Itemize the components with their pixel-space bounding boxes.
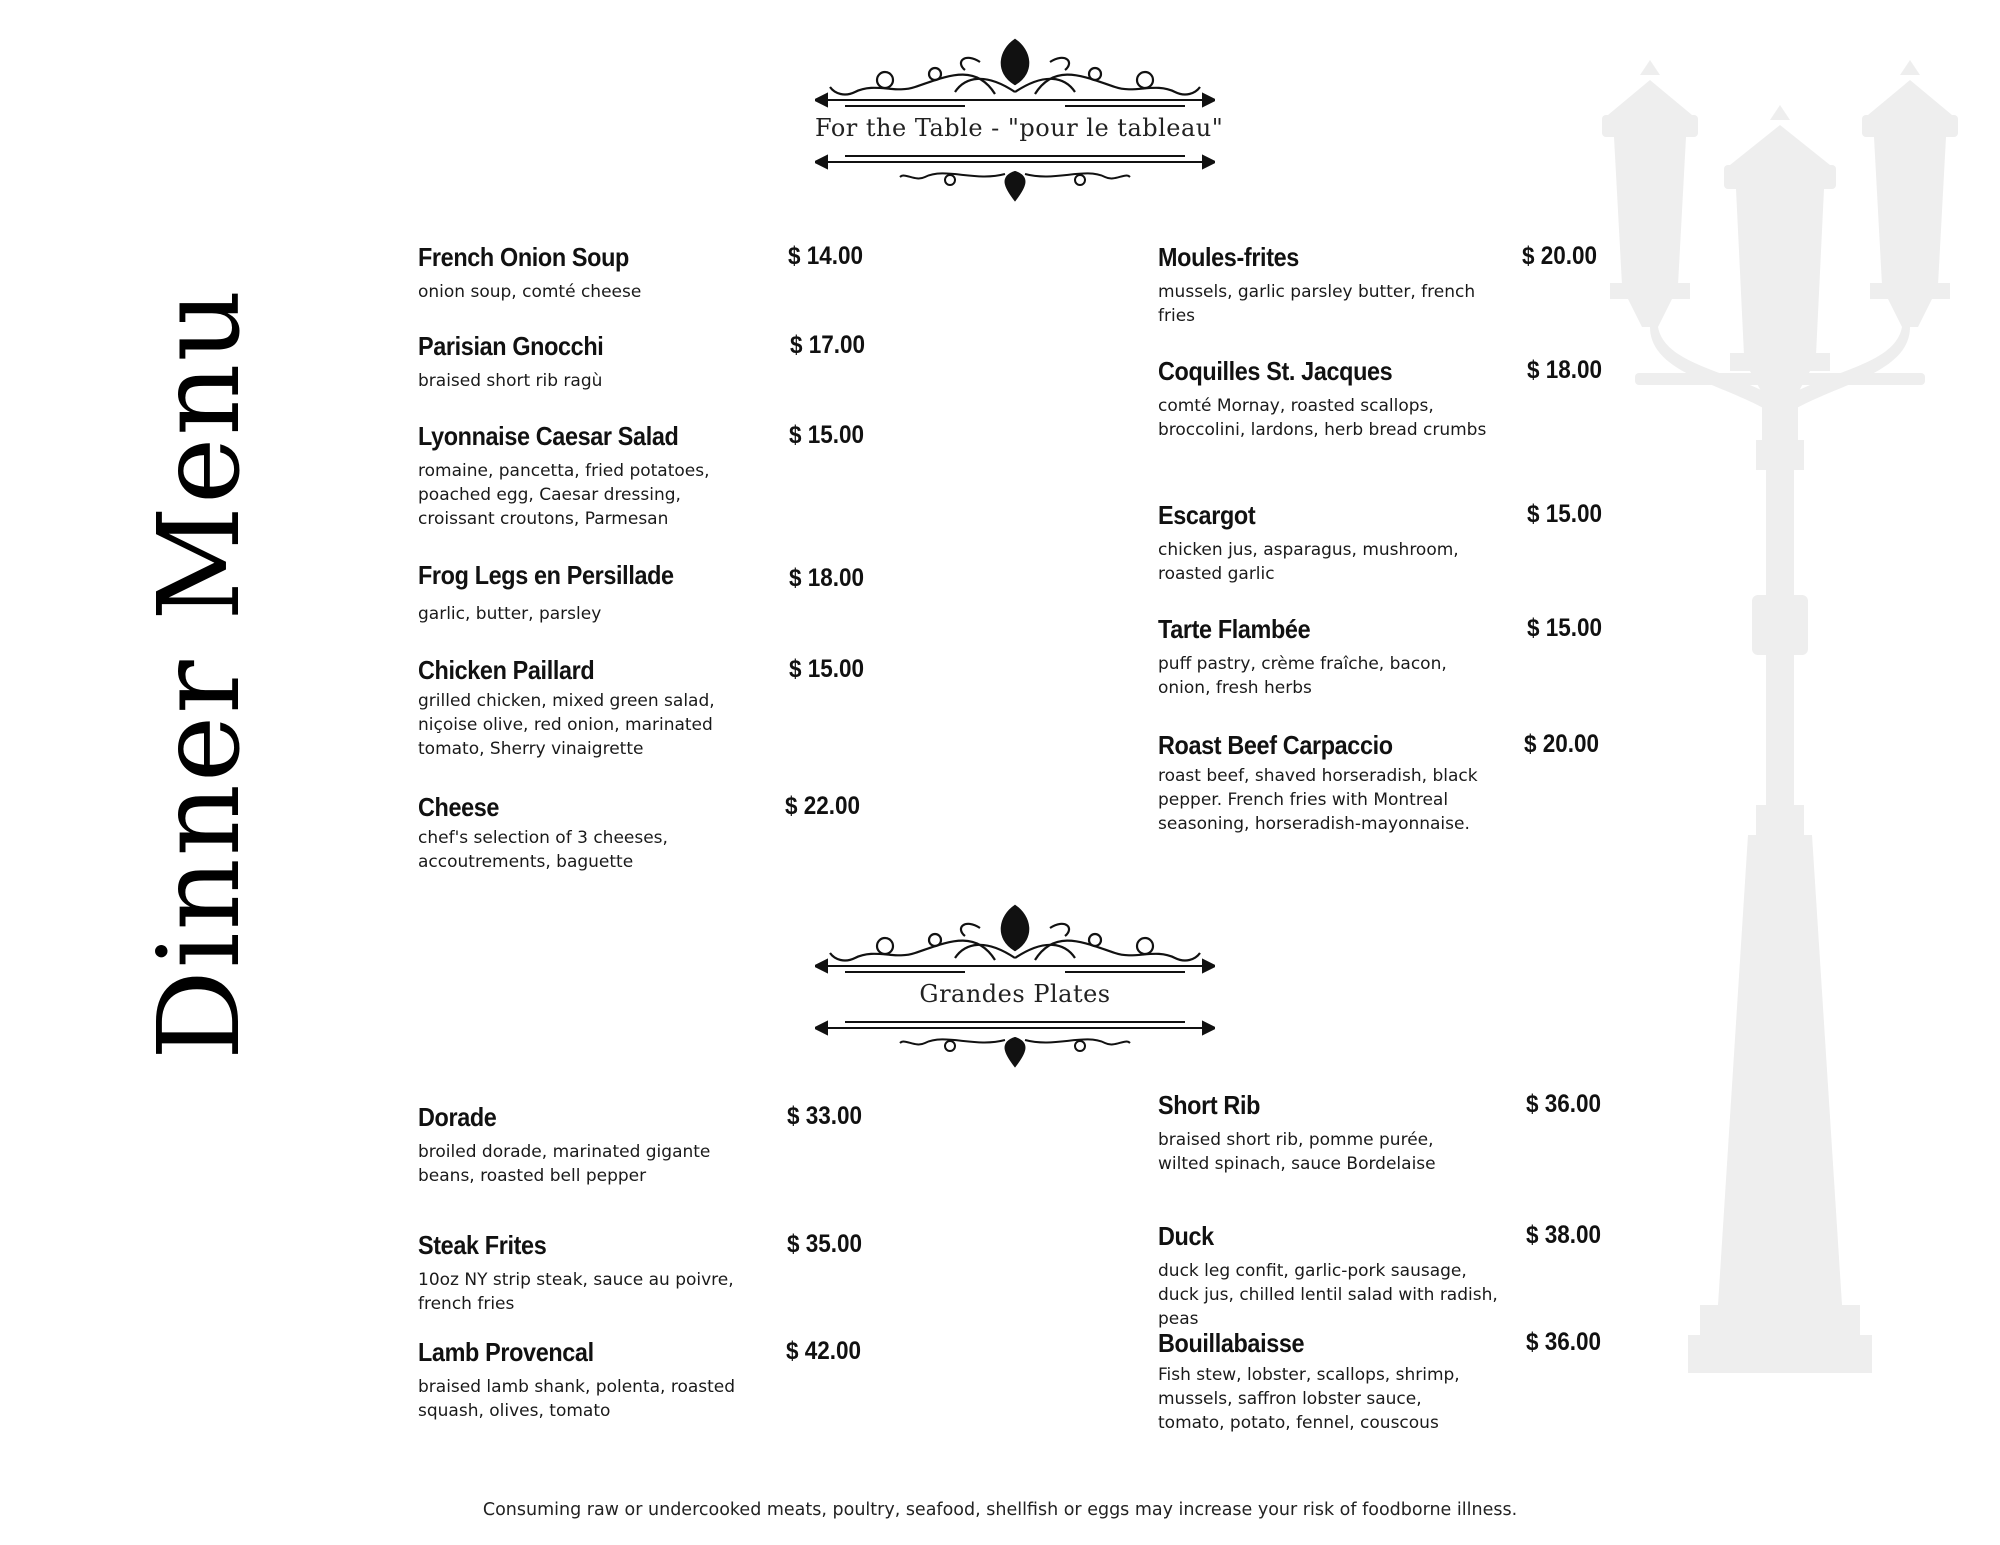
section-header-for-the-table — [815, 32, 1224, 207]
item-name: Short Rib — [1158, 1090, 1261, 1120]
item-price: $ 38.00 — [1526, 1221, 1602, 1249]
item-description: chicken jus, asparagus, mushroom, roasted garlic — [1158, 540, 1459, 584]
item-name: Bouillabaisse — [1158, 1328, 1305, 1358]
item-name: Dorade — [418, 1102, 497, 1132]
section-header-grandes-plates — [815, 898, 1215, 1073]
item-description: grilled chicken, mixed green salad, niçoise olive, red onion, marinated tomato, Sherry vinaigrette — [418, 691, 715, 759]
item-price: $ 18.00 — [1527, 356, 1603, 384]
item-description: 10oz NY strip steak, sauce au poivre, french fries — [418, 1270, 734, 1314]
item-price: $ 20.00 — [1524, 730, 1600, 758]
item-description: roast beef, shaved horseradish, black pepper. French fries with Montreal seasoning, horseradish-mayonnaise. — [1158, 766, 1478, 834]
item-description: garlic, butter, parsley — [418, 604, 602, 624]
item-description: puff pastry, crème fraîche, bacon, onion, fresh herbs — [1158, 654, 1447, 698]
item-price: $ 15.00 — [789, 421, 865, 449]
item-price: $ 42.00 — [786, 1337, 862, 1365]
item-price: $ 14.00 — [788, 242, 864, 270]
item-name: Cheese — [418, 792, 500, 822]
item-name: Coquilles St. Jacques — [1158, 356, 1393, 386]
item-price: $ 36.00 — [1526, 1328, 1602, 1356]
item-price: $ 35.00 — [787, 1230, 863, 1258]
item-name: Escargot — [1158, 500, 1256, 530]
item-name: Parisian Gnocchi — [418, 331, 604, 361]
street-lamp-icon — [1580, 55, 1980, 1375]
item-description: mussels, garlic parsley butter, french fries — [1158, 282, 1476, 326]
section-title: For the Table - "pour le tableau" — [815, 114, 1224, 142]
item-price: $ 15.00 — [1527, 614, 1603, 642]
item-description: onion soup, comté cheese — [418, 282, 642, 302]
item-price: $ 20.00 — [1522, 242, 1598, 270]
item-name: Duck — [1158, 1221, 1214, 1251]
item-price: $ 15.00 — [1527, 500, 1603, 528]
item-name: Lyonnaise Caesar Salad — [418, 421, 679, 451]
item-description: braised short rib, pomme purée, wilted spinach, sauce Bordelaise — [1158, 1130, 1436, 1174]
item-name: Moules-frites — [1158, 242, 1299, 272]
item-price: $ 36.00 — [1526, 1090, 1602, 1118]
item-description: braised lamb shank, polenta, roasted squash, olives, tomato — [418, 1377, 736, 1421]
item-description: chef's selection of 3 cheeses, accoutrements, baguette — [418, 828, 668, 872]
item-description: duck leg confit, garlic-pork sausage, duck jus, chilled lentil salad with radish, peas — [1158, 1261, 1498, 1329]
item-name: Steak Frites — [418, 1230, 547, 1260]
item-price: $ 17.00 — [790, 331, 866, 359]
item-price: $ 33.00 — [787, 1102, 863, 1130]
item-description: broiled dorade, marinated gigante beans, roasted bell pepper — [418, 1142, 711, 1186]
item-name: Tarte Flambée — [1158, 614, 1311, 644]
item-name: Chicken Paillard — [418, 655, 595, 685]
section-title: Grandes Plates — [919, 980, 1111, 1008]
item-price: $ 22.00 — [785, 792, 861, 820]
item-description: braised short rib ragù — [418, 371, 603, 391]
item-price: $ 18.00 — [789, 564, 865, 592]
item-description: Fish stew, lobster, scallops, shrimp, mussels, saffron lobster sauce, tomato, potato, fennel, couscous — [1158, 1365, 1460, 1433]
item-name: Frog Legs en Persillade — [418, 560, 674, 590]
item-price: $ 15.00 — [789, 655, 865, 683]
page-title: Dinner Menu — [135, 287, 265, 1060]
item-name: Lamb Provencal — [418, 1337, 594, 1367]
foodborne-illness-disclaimer: Consuming raw or undercooked meats, poultry, seafood, shellfish or eggs may increase your risk of foodborne illness. — [482, 1500, 1518, 1520]
item-name: French Onion Soup — [418, 242, 629, 272]
item-name: Roast Beef Carpaccio — [1158, 730, 1393, 760]
item-description: romaine, pancetta, fried potatoes, poached egg, Caesar dressing, croissant croutons, Parmesan — [418, 461, 710, 529]
item-description: comté Mornay, roasted scallops, broccolini, lardons, herb bread crumbs — [1158, 396, 1487, 440]
